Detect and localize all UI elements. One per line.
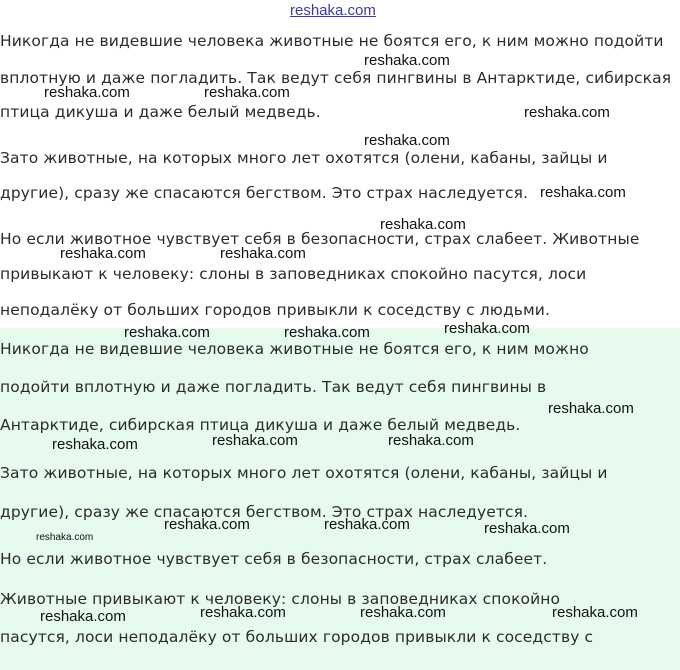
watermark: reshaka.com bbox=[540, 184, 626, 201]
watermark: reshaka.com bbox=[124, 324, 210, 341]
watermark: reshaka.com bbox=[204, 84, 290, 101]
watermark: reshaka.com bbox=[220, 245, 306, 262]
passage1-line: вплотную и даже погладить. Так ведут себя пингвины в Антарктиде, сибирская bbox=[0, 69, 672, 87]
watermark: reshaka.com bbox=[360, 604, 446, 621]
watermark: reshaka.com bbox=[60, 245, 146, 262]
passage1-line: птица дикуша и даже белый медведь. bbox=[0, 103, 321, 121]
watermark: reshaka.com bbox=[44, 84, 130, 101]
watermark: reshaka.com bbox=[552, 604, 638, 621]
passage1-line: другие), сразу же спасаются бегством. Это страх наследуется. bbox=[0, 184, 529, 202]
watermark: reshaka.com bbox=[52, 436, 138, 453]
watermark: reshaka.com bbox=[388, 432, 474, 449]
passage2-line: Антарктиде, сибирская птица дикуша и даже белый медведь. bbox=[0, 416, 521, 434]
watermark: reshaka.com bbox=[324, 516, 410, 533]
watermark: reshaka.com bbox=[380, 216, 466, 233]
watermark: reshaka.com bbox=[164, 516, 250, 533]
watermark: reshaka.com bbox=[548, 400, 634, 417]
watermark: reshaka.com bbox=[212, 432, 298, 449]
passage2-line: Но если животное чувствует себя в безопасности, страх слабеет. bbox=[0, 550, 548, 568]
watermark: reshaka.com bbox=[284, 324, 370, 341]
passage2-line: другие), сразу же спасаются бегством. Это страх наследуется. bbox=[0, 503, 529, 521]
passage1-line: привыкают к человеку: слоны в заповедниках спокойно пасутся, лоси bbox=[0, 265, 587, 283]
passage1-line: Никогда не видевшие человека животные не боятся его, к ним можно подойти bbox=[0, 32, 664, 50]
watermark: reshaka.com bbox=[444, 320, 530, 337]
passage1-line: неподалёку от больших городов привыкли к соседству с людьми. bbox=[0, 301, 550, 319]
watermark: reshaka.com bbox=[40, 608, 126, 625]
watermark: reshaka.com bbox=[524, 104, 610, 121]
passage2-line: Животные привыкают к человеку: слоны в заповедниках спокойно bbox=[0, 590, 561, 608]
passage2-line: пасутся, лоси неподалёку от больших городов привыкли к соседству с bbox=[0, 628, 594, 646]
watermark: reshaka.com bbox=[484, 520, 570, 537]
watermark: reshaka.com bbox=[200, 604, 286, 621]
passage2-line: подойти вплотную и даже погладить. Так ведут себя пингвины в bbox=[0, 378, 547, 396]
passage1-line: Зато животные, на которых много лет охотятся (олени, кабаны, зайцы и bbox=[0, 149, 608, 167]
passage2-line: Зато животные, на которых много лет охотятся (олени, кабаны, зайцы и bbox=[0, 464, 608, 482]
passage1-line: Но если животное чувствует себя в безопасности, страх слабеет. Животные bbox=[0, 230, 640, 248]
passage2-line: Никогда не видевшие человека животные не боятся его, к ним можно bbox=[0, 340, 589, 358]
watermark: reshaka.com bbox=[36, 532, 94, 543]
watermark: reshaka.com bbox=[364, 132, 450, 149]
watermark: reshaka.com bbox=[364, 52, 450, 69]
site-link[interactable]: reshaka.com bbox=[290, 2, 376, 19]
